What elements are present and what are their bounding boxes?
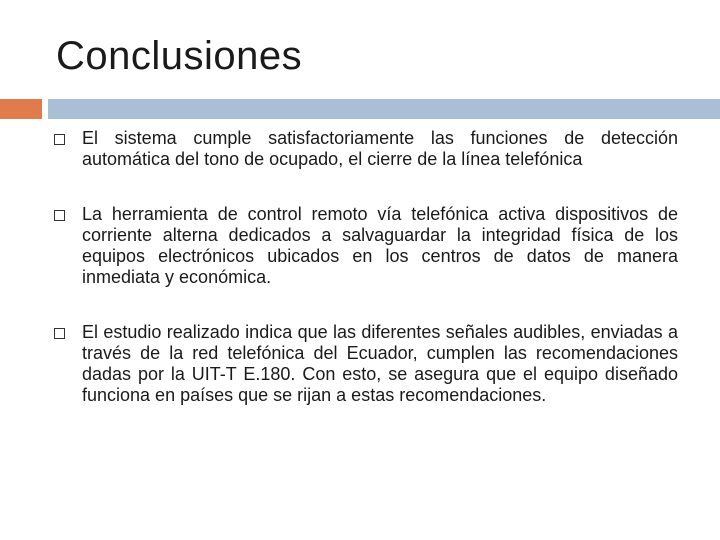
hollow-square-bullet-icon (54, 134, 65, 145)
bullet-item (54, 204, 678, 288)
title-accent-bar (0, 99, 42, 119)
bullet-item (54, 322, 678, 406)
bullet-text: El estudio realizado indica que las diferentes señales audibles, enviadas a través de la red telefónica del Ecuador, cumplen las recomendaciones dadas por la UIT-T E.180. Con esto, se asegura que el equipo diseñado funciona en países que se rijan a estas recomendaciones. (82, 322, 678, 405)
bullet-text: La herramienta de control remoto vía telefónica activa dispositivos de corriente alterna dedicados a salvaguardar la integridad física de los equipos electrónicos ubicados en los centros de datos de manera inmediata y económica. (82, 204, 678, 287)
hollow-square-bullet-icon (54, 328, 65, 339)
title-divider-bar (48, 99, 720, 119)
slide-title: Conclusiones (56, 34, 303, 78)
bullet-item (54, 128, 678, 170)
bullet-list (54, 128, 678, 440)
bullet-text: El sistema cumple satisfactoriamente las funciones de detección automática del tono de ocupado, el cierre de la línea telefónica (82, 128, 678, 169)
hollow-square-bullet-icon (54, 210, 65, 221)
